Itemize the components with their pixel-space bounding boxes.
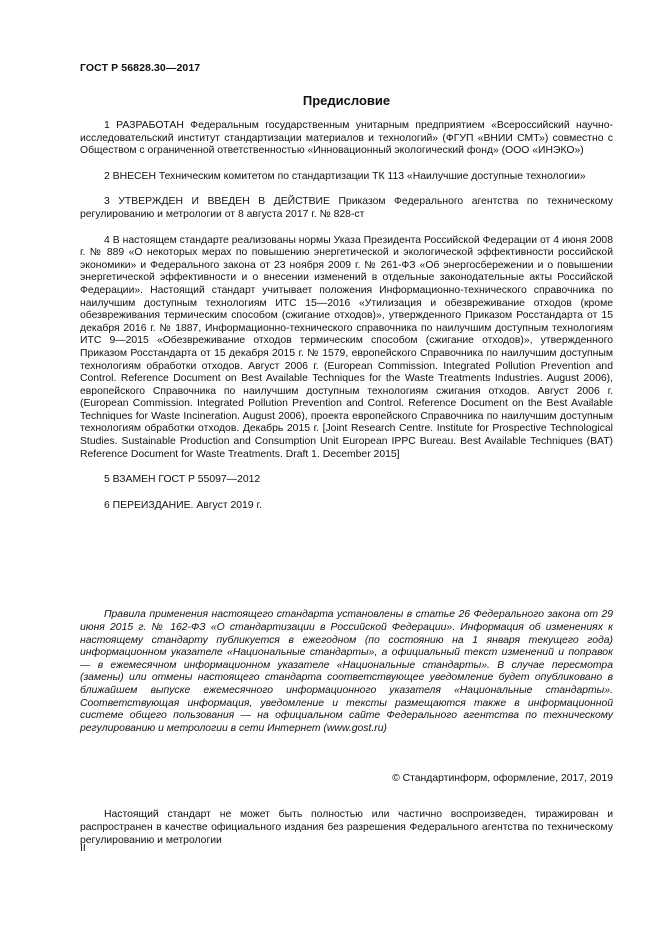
foreword-item-5: 5 ВЗАМЕН ГОСТ Р 55097—2012	[104, 474, 261, 486]
page-title: Предисловие	[302, 93, 391, 108]
foreword-item-6: 6 ПЕРЕИЗДАНИЕ. Август 2019 г.	[104, 499, 262, 511]
foreword-item-3: 3 УТВЕРЖДЕН И ВВЕДЕН В ДЕЙСТВИЕ Приказом Федерального агентства по техническому регулированию и метрологии от 8 августа 2017 г. № 828-ст	[80, 196, 613, 220]
copyright-line: © Стандартинформ, оформление, 2017, 2019	[392, 773, 613, 784]
page-number: II	[80, 843, 86, 854]
standard-usage-notice: Правила применения настоящего стандарта установлены в статье 26 Федерального закона от 29 июня 2015 г. № 162-ФЗ «О стандартизации в Российской Федерации». Информация об изменениях к настоящему стандарту публикуется в ежегодном (по состоянию на 1 января текущего года) информационном указателе «Национальные стандарты», а официальный текст изменений и поправок — в ежемесячном информационном указателе «Национальные стандарты». В случае пересмотра (замены) или отмены настоящего стандарта соответствующее уведомление будет опубликовано в ближайшем выпуске ежемесячного информационного указателя «Национальные стандарты». Соответствующая информация, уведомление и тексты размещаются также в информационной системе общего пользования — на официальном сайте Федерального агентства по техническому регулированию и метрологии в сети Интернет (www.gost.ru)	[80, 609, 613, 734]
foreword-item-2: 2 ВНЕСЕН Техническим комитетом по стандартизации ТК 113 «Наилучшие доступные технологии»	[104, 170, 586, 182]
reproduction-notice: Настоящий стандарт не может быть полностью или частично воспроизведен, тиражирован и распространен в качестве официального издания без разрешения Федерального агентства по техническому регулированию и метрологии	[80, 809, 613, 846]
foreword-items	[80, 120, 613, 525]
foreword-item-4: 4 В настоящем стандарте реализованы нормы Указа Президента Российской Федерации от 4 июня 2008 г. № 889 «О некоторых мерах по повышению энергетической и экологической эффективности российской экономики» и Федерального закона от 23 ноября 2009 г. № 261-ФЗ «Об энергосбережении и о повышении энергетической эффективности и о внесении изменений в отдельные законодательные акты Российской Федерации». Настоящий стандарт учитывает положения Информационно-технического справочника по наилучшим доступным технологиям ИТС 15—2016 «Утилизация и обезвреживание отходов (кроме обезвреживания термическим способом (сжигание отходов)», утвержденного Приказом Росстандарта от 15 декабря 2016 г. № 1887, Информационно-технического справочника по наилучшим доступным технологиям ИТС 9—2015 «Обезвреживание отходов термическим способом (сжигание отходов)», утвержденного Приказом Росстандарта от 15 декабря 2015 г. № 1579, европейского Справочника по наилучшим доступным технологиям обработки отходов. Август 2006 г. (European Commission. Integrated Pollution Prevention and Control. Reference Document on Best Available Techniques for the Waste Treatments Industries. August 2006), европейского Справочника по наилучшим доступным технологиям сжигания отходов. Август 2006 г. (European Commission. Integrated Pollution Prevention and Control. Reference Document on the Best Available Techniques for Waste Incineration. August 2006), проекта европейского Справочника по наилучшим доступным технологиям обработки отходов. Декабрь 2015 г. [Joint Research Centre. Institute for Prospective Technological Studies. Sustainable Production and Consumption Unit European IPPC Bureau. Best Available Techniques (BAT) Reference Document for Waste Treatments. Draft 1. December 2015]	[80, 234, 613, 460]
foreword-item-1: 1 РАЗРАБОТАН Федеральным государственным унитарным предприятием «Всероссийский научно-исследовательский институт стандартизации материалов и технологий» (ФГУП «ВНИИ СМТ») совместно с Обществом с ограниченной ответственностью «Инновационный экологический фонд» (ООО «ИНЭКО»)	[80, 120, 613, 157]
doc-code-header: ГОСТ Р 56828.30—2017	[80, 62, 201, 74]
